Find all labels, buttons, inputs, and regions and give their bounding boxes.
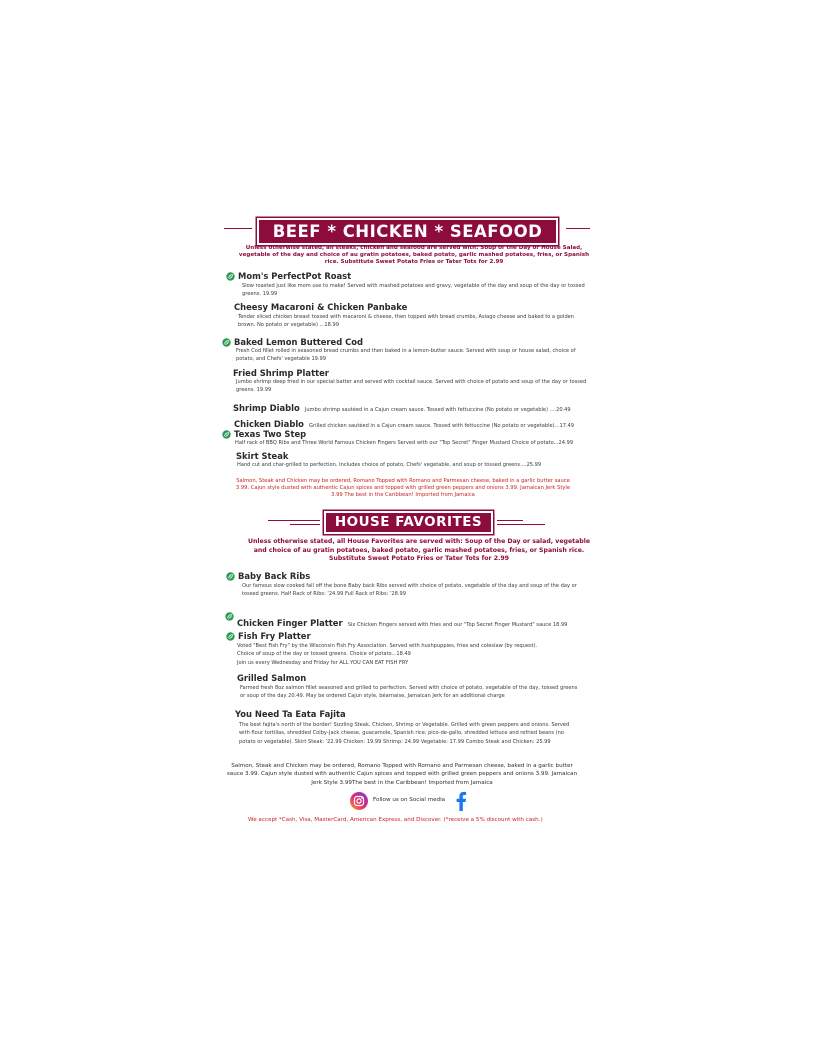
menu-item-title: Mom's PerfectPot Roast <box>238 271 352 281</box>
beef-upgrade-note: Salmon, Steak and Chicken may be ordered, Romano Topped with Romano and Parmesan cheese, baked in a garlic butter sauce 3.99. Cajun style dusted with authentic Cajun spices and topped with grilled green peppers and onions 3.99. Jamaican Jerk Style 3.99 The best in the Caribbean! Imported from Jamaica <box>235 478 571 498</box>
menu-item-desc: Jumbo shrimp sautéed in a Cajun cream sauce. Tossed with fettuccine (No potato or vegetable) ....20.49 <box>304 407 571 413</box>
social-label: Follow us on Social media <box>373 797 446 803</box>
menu-item-desc: Jumbo shrimp deep fried in our special batter and served with cocktail sauce. Served with choice of potato and soup of the day or tossed greens. 19.99 <box>236 379 587 394</box>
beef-serving-notice: Unless otherwise stated, all steaks, chicken and seafood are served with: Soup of the Day or House Salad, vegetable of the day and choice of au gratin potatoes, baked potato, garlic mashed potatoes, fries, or Spanish rice. Substitute Sweet Potato Fries or Tater Tots for 2.99 <box>238 245 590 266</box>
leaf-icon <box>226 632 235 641</box>
banner-rule-right-2 <box>497 524 545 525</box>
menu-item-title: Skirt Steak <box>236 451 289 461</box>
menu-item-desc: The best fajita's north of the border! Sizzling Steak, Chicken, Shrimp or Vegetable. Grilled with green peppers and onions. Served with flour tortillas, shredded Colby-Jack cheese, guacamole, Spanish rice, pico-de-gallo, shredded lettuce and refried beans (no potato or vegetable). Skirt Steak: '22.99 Chicken: 19.99 Shrimp: 24.99 Vegetable: 17.99 Combo Steak and Chicken: 25.99 <box>239 722 570 745</box>
facebook-icon[interactable] <box>455 791 467 811</box>
menu-item-desc: Farmed fresh 8oz salmon fillet seasoned and grilled to perfection. Served with choice of potato, vegetable of the day, tossed greens or soup of the day 20.49. May be ordered Cajun style, béarnaise, Jamaican Jerk for an additional charge <box>240 685 578 700</box>
instagram-icon[interactable] <box>350 792 368 810</box>
menu-item-desc: Hand cut and char-grilled to perfection. Includes choice of potato, Chefs' vegetable, and soup or tossed greens....25.99 <box>237 462 542 468</box>
desc-line: Join us every Wednesday and Friday for ALL YOU CAN EAT FISH FRY <box>237 659 409 666</box>
menu-item-title: Fried Shrimp Platter <box>233 368 329 378</box>
menu-item-desc <box>237 642 597 667</box>
banner-rule-left-2 <box>290 524 320 525</box>
section-title-beef: BEEF * CHICKEN * SEAFOOD <box>259 220 556 243</box>
leaf-icon <box>226 272 235 281</box>
menu-item-desc: Grilled chicken sautéed in a Cajun cream sauce. Tossed with fettuccine (No potato or vegetable)...17.49 <box>309 423 575 429</box>
house-upgrade-note: Salmon, Steak and Chicken may be ordered, Romano Topped with Romano and Parmesan cheese, baked in a garlic butter sauce 3.99. Cajun style dusted with authentic Cajun spices and topped with grilled green peppers and onions 3.99. Jamaican Jerk Style 3.99The best in the Caribbean! Imported from Jamaica <box>226 763 578 786</box>
menu-item-title: Baked Lemon Buttered Cod <box>234 337 363 347</box>
leaf-icon <box>222 430 231 439</box>
menu-item-title: Chicken Finger Platter <box>237 618 343 628</box>
menu-item-title: Cheesy Macaroni & Chicken Panbake <box>234 302 408 312</box>
menu-item-desc: Tender sliced chicken breast tossed with macaroni & cheese, then topped with bread crumbs, Asiago cheese and baked to a golden brown. No potato or vegetable) ...18.99 <box>238 314 575 329</box>
leaf-icon <box>226 572 235 581</box>
menu-item-desc: Half rack of BBQ Ribs and Three World Famous Chicken Fingers Served with our "Top Secret" Finger Mustard Choice of potato...24.99 <box>235 440 574 446</box>
menu-item-title: Grilled Salmon <box>237 673 307 683</box>
menu-item-desc: Slow roasted just like mom use to make! Served with mashed potatoes and gravy, vegetable of the day and soup of the day or tossed greens. 19.99 <box>242 283 585 298</box>
menu-item-row <box>237 611 567 630</box>
house-serving-notice: Unless otherwise stated, all House Favorites are served with: Soup of the Day or salad, vegetable and choice of au gratin potatoes, baked potato, garlic mashed potatoes, fries, or Spanish rice. Substitute Sweet Potato Fries or Tater Tots for 2.99 <box>247 538 591 563</box>
payment-note: We accept *Cash, Visa, MasterCard, American Express, and Discover. (*receive a 5% discount with cash.) <box>248 817 543 823</box>
menu-item-desc: Fresh Cod fillet rolled in seasoned bread crumbs and then baked in a lemon-butter sauce. Served with soup or house salad, choice of potato, and Chefs' vegetable 19.99 <box>236 348 576 363</box>
menu-item-title: Texas Two Step <box>234 429 307 439</box>
menu-item-title: Chicken Diablo <box>234 419 304 429</box>
banner-rule-right <box>497 520 523 521</box>
desc-line: Voted "Best Fish Fry" by the Wisconsin Fish Fry Association. Served with hushpuppies, fries and coleslaw (by request). <box>237 643 538 649</box>
leaf-icon <box>222 338 231 347</box>
menu-item-title: Shrimp Diablo <box>233 403 300 413</box>
menu-item-title: Baby Back Ribs <box>238 571 311 581</box>
desc-line: Choice of soup of the day or tossed greens. Choice of potato...18.49 <box>237 651 411 658</box>
banner-rule-right <box>566 228 590 229</box>
section-title-house: HOUSE FAVORITES <box>326 513 491 532</box>
menu-item-title: You Need Ta Eata Fajita <box>235 709 346 719</box>
menu-item-title: Fish Fry Platter <box>238 631 311 641</box>
banner-rule-left <box>224 228 252 229</box>
menu-item-desc: Our famous slow cooked fall off the bone Baby back Ribs served with choice of potato, vegetable of the day and soup of the day or tossed greens. Half Rack of Ribs: '24.99 Full Rack of Ribs: '28.99 <box>242 583 577 598</box>
menu-item-desc: Six Chicken Fingers served with fries and our "Top Secret Finger Mustard" sauce 18.99 <box>347 622 568 628</box>
leaf-icon <box>225 612 234 621</box>
banner-rule-left <box>268 520 320 521</box>
